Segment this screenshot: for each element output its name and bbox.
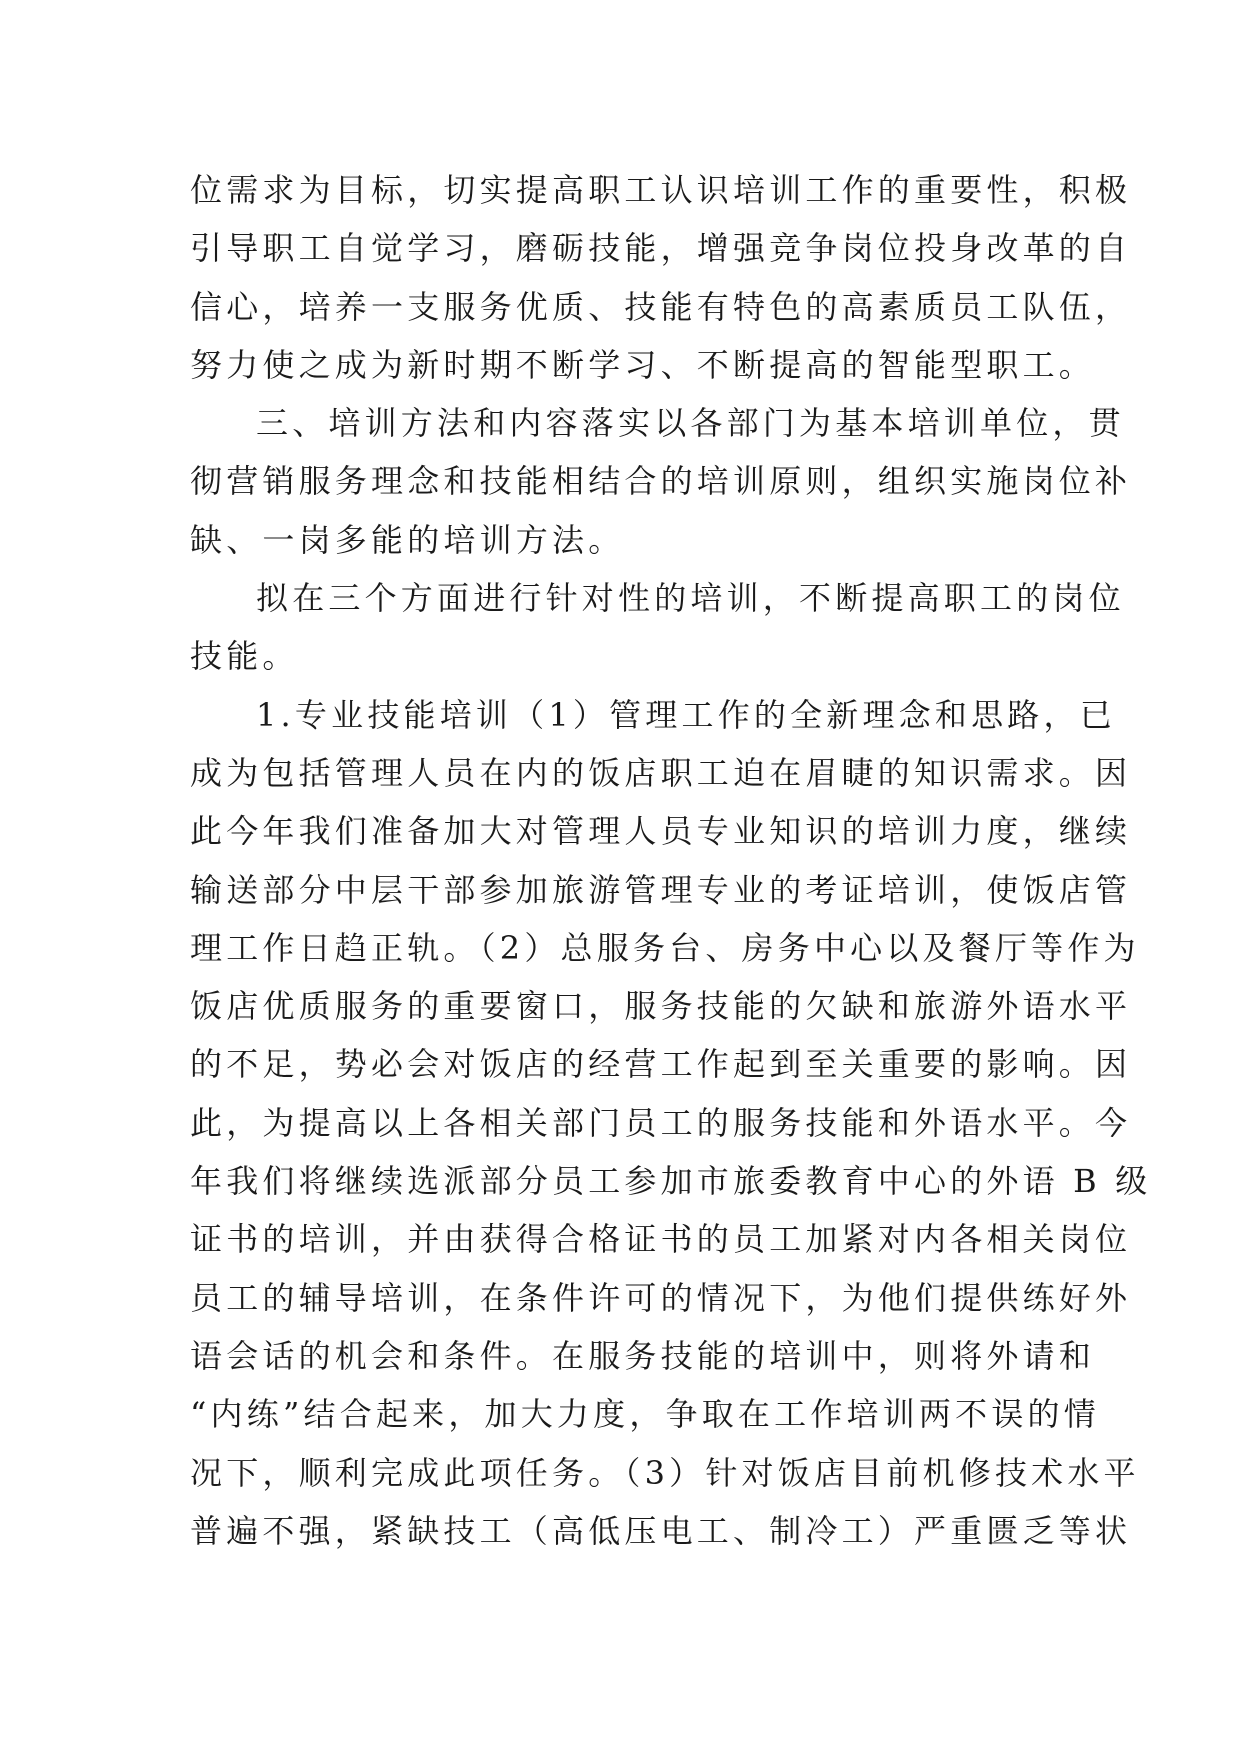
text-line: 的不足，势必会对饭店的经营工作起到至关重要的影响。因 [190,1045,1132,1084]
text-line: 1.专业技能培训（1）管理工作的全新理念和思路，已 [256,695,1116,734]
text-line: 技能。 [190,637,299,676]
text-line: 信心，培养一支服务优质、技能有特色的高素质员工队伍， [190,287,1132,326]
text-line: 普遍不强，紧缺技工（高低压电工、制冷工）严重匮乏等状 [190,1511,1132,1550]
text-line: 理工作日趋正轨。（2）总服务台、房务中心以及餐厅等作为 [190,928,1140,967]
text-line: 饭店优质服务的重要窗口，服务技能的欠缺和旅游外语水平 [190,987,1132,1026]
text-line: 成为包括管理人员在内的饭店职工迫在眉睫的知识需求。因 [190,753,1132,792]
text-line: 努力使之成为新时期不断学习、不断提高的智能型职工。 [190,345,1096,384]
text-line: 语会话的机会和条件。在服务技能的培训中，则将外请和 [190,1336,1096,1375]
text-line: 拟在三个方面进行针对性的培训，不断提高职工的岗位 [256,579,1125,618]
body-text [190,161,1152,1560]
text-line: 缺、一岗多能的培训方法。 [190,520,625,559]
text-line: 年我们将继续选派部分员工参加市旅委教育中心的外语 B 级 [190,1162,1152,1201]
text-line: 况下，顺利完成此项任务。（3）针对饭店目前机修技术水平 [190,1453,1140,1492]
text-line: 引导职工自觉学习，磨砺技能，增强竞争岗位投身改革的自 [190,229,1132,268]
text-line: 彻营销服务理念和技能相结合的培训原则，组织实施岗位补 [190,462,1132,501]
text-line: 此，为提高以上各相关部门员工的服务技能和外语水平。今 [190,1103,1132,1142]
text-line: 此今年我们准备加大对管理人员专业知识的培训力度，继续 [190,812,1132,851]
text-line: 输送部分中层干部参加旅游管理专业的考证培训，使饭店管 [190,870,1132,909]
text-line: 三、培训方法和内容落实以各部门为基本培训单位，贯 [256,404,1125,443]
text-line: 证书的培训，并由获得合格证书的员工加紧对内各相关岗位 [190,1220,1132,1259]
text-line: “内练”结合起来，加大力度，争取在工作培训两不误的情 [190,1395,1100,1434]
text-line: 员工的辅导培训，在条件许可的情况下，为他们提供练好外 [190,1278,1132,1317]
text-line: 位需求为目标，切实提高职工认识培训工作的重要性，积极 [190,171,1132,209]
